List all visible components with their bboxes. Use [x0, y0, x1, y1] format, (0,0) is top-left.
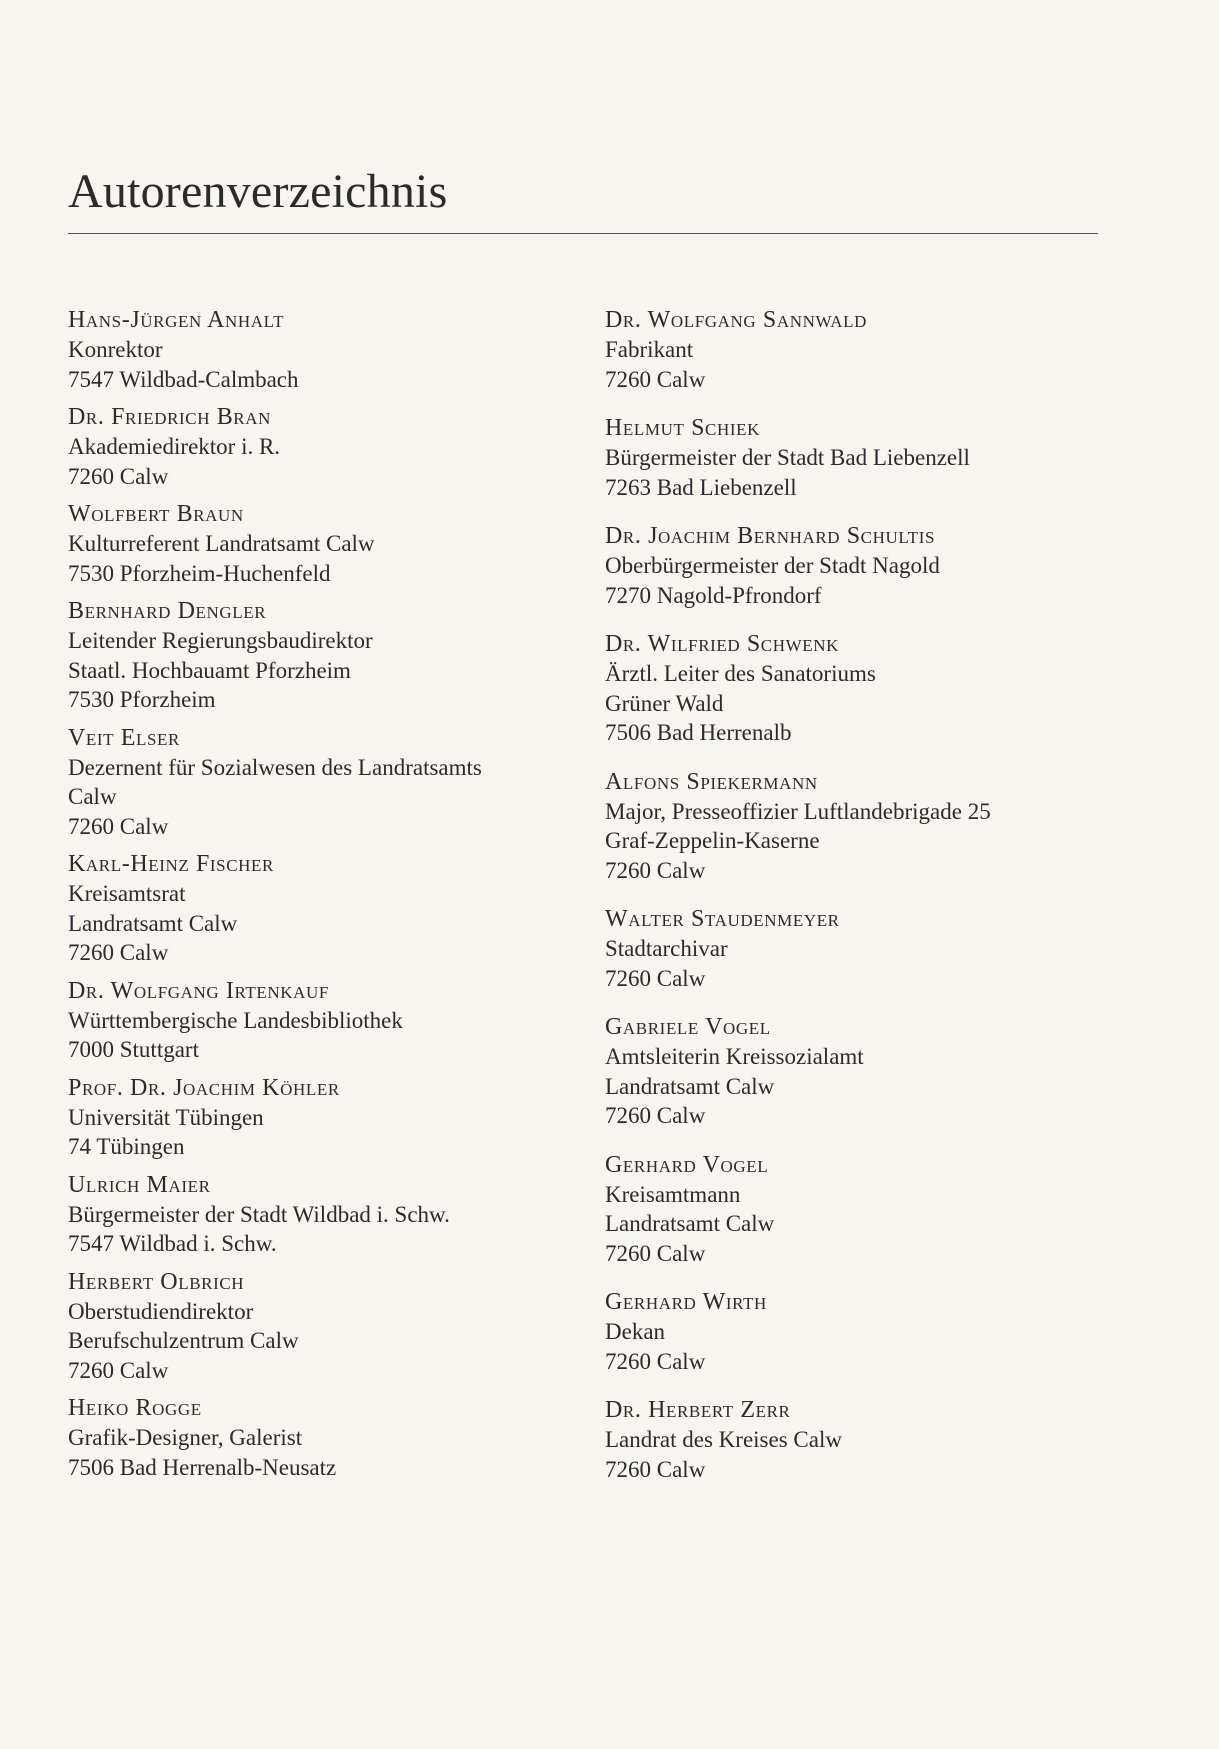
author-detail-line: 7547 Wildbad i. Schw. [68, 1231, 277, 1256]
author-detail-line: Akademiedirektor i. R. [68, 434, 281, 459]
author-entry [68, 403, 588, 491]
author-detail-line: Kreisamtmann [605, 1181, 741, 1207]
author-detail-line: Landratsamt Calw [605, 1211, 775, 1236]
author-name: Dr. Friedrich Bran [68, 404, 271, 430]
author-detail-line: 7260 Calw [605, 857, 706, 883]
author-detail-line: 7270 Nagold-Pfrondorf [605, 582, 822, 608]
author-detail-line: 7260 Calw [605, 366, 706, 392]
author-entry [605, 905, 1125, 993]
author-name: Dr. Joachim Bernhard Schultis [605, 523, 936, 549]
author-name: Gerhard Wirth [605, 1289, 767, 1315]
author-detail-line: Landratsamt Calw [605, 1073, 775, 1099]
author-name: Helmut Schiek [605, 415, 760, 441]
author-entry [68, 1268, 588, 1386]
author-detail-line: Universität Tübingen [68, 1104, 264, 1130]
author-name: Dr. Wolfgang Irtenkauf [68, 977, 329, 1004]
author-detail-line: 7000 Stuttgart [68, 1037, 199, 1062]
author-entry [605, 768, 1125, 886]
author-entry [68, 306, 588, 394]
author-detail-line: Dezernent für Sozialwesen des Landratsamts [68, 754, 482, 780]
author-detail-line: Konrektor [68, 337, 163, 362]
author-entry [68, 1074, 588, 1162]
author-detail-line: Bürgermeister der Stadt Bad Liebenzell [605, 445, 970, 470]
author-detail-line: Oberbürgermeister der Stadt Nagold [605, 553, 940, 578]
author-detail-line: 7260 Calw [605, 1348, 706, 1374]
author-name: Herbert Olbrich [68, 1268, 245, 1295]
author-detail-line: Amtsleiterin Kreissozialamt [605, 1044, 864, 1069]
author-detail-line: Berufschulzentrum Calw [68, 1328, 299, 1353]
author-detail-line: 74 Tübingen [68, 1134, 185, 1159]
author-name: Alfons Spiekermann [605, 768, 818, 795]
author-name: Bernhard Dengler [68, 598, 267, 624]
author-detail-line: Calw [68, 784, 117, 809]
author-detail-line: 7530 Pforzheim [68, 687, 216, 712]
author-detail-line: 7506 Bad Herrenalb [605, 720, 792, 745]
author-name: Veit Elser [68, 724, 180, 751]
author-entry [605, 414, 1125, 502]
author-detail-line: Bürgermeister der Stadt Wildbad i. Schw. [68, 1201, 450, 1227]
author-entry [68, 597, 588, 715]
author-name: Ulrich Maier [68, 1171, 211, 1198]
author-detail-line: Grafik-Designer, Galerist [68, 1425, 303, 1450]
author-detail-line: Kreisamtsrat [68, 881, 186, 906]
author-entry [605, 306, 1125, 394]
author-entry [605, 1396, 1125, 1484]
author-entry [68, 724, 588, 842]
author-name: Heiko Rogge [68, 1395, 202, 1421]
author-detail-line: 7260 Calw [605, 1240, 706, 1266]
author-name: Dr. Wolfgang Sannwald [605, 307, 867, 333]
author-entry [68, 850, 588, 968]
author-name: Prof. Dr. Joachim Köhler [68, 1074, 340, 1101]
author-entry [68, 1394, 588, 1482]
author-detail-line: 7260 Calw [68, 813, 169, 839]
author-detail-line: 7263 Bad Liebenzell [605, 474, 797, 500]
author-detail-line: Dekan [605, 1319, 666, 1344]
author-entry [605, 1288, 1125, 1376]
author-name: Gerhard Vogel [605, 1151, 769, 1178]
author-detail-line: Landratsamt Calw [68, 910, 238, 936]
author-entry [68, 977, 588, 1065]
author-detail-line: Grüner Wald [605, 690, 724, 716]
author-name: Gabriele Vogel [605, 1014, 771, 1040]
author-detail-line: Landrat des Kreises Calw [605, 1427, 842, 1452]
author-detail-line: 7506 Bad Herrenalb-Neusatz [68, 1454, 337, 1480]
author-detail-line: Oberstudiendirektor [68, 1298, 254, 1324]
author-column-left [68, 306, 588, 1491]
author-detail-line: Leitender Regierungsbaudirektor [68, 628, 373, 653]
author-detail-line: Graf-Zeppelin-Kaserne [605, 828, 820, 853]
author-entry [605, 1013, 1125, 1131]
title-rule [68, 233, 1098, 234]
author-detail-line: Stadtarchivar [605, 936, 728, 961]
author-detail-line: 7547 Wildbad-Calmbach [68, 366, 299, 392]
author-entry [68, 500, 588, 588]
author-entry [605, 1151, 1125, 1269]
author-entry [605, 522, 1125, 610]
author-name: Karl-Heinz Fischer [68, 851, 274, 877]
author-name: Hans-Jürgen Anhalt [68, 307, 285, 333]
author-detail-line: 7260 Calw [68, 463, 169, 489]
author-detail-line: 7260 Calw [605, 1103, 706, 1128]
author-detail-line: 7260 Calw [68, 1357, 169, 1383]
author-name: Dr. Herbert Zerr [605, 1397, 791, 1423]
author-detail-line: 7260 Calw [605, 1456, 706, 1482]
author-name: Walter Staudenmeyer [605, 906, 840, 932]
author-entry [68, 1171, 588, 1259]
author-detail-line: Major, Presseoffizier Luftlandebrigade 25 [605, 798, 991, 824]
author-detail-line: 7260 Calw [68, 940, 169, 965]
author-detail-line: Fabrikant [605, 337, 694, 362]
page-title: Autorenverzeichnis [68, 165, 448, 218]
author-detail-line: 7530 Pforzheim-Huchenfeld [68, 560, 331, 586]
author-detail-line: 7260 Calw [605, 965, 706, 991]
author-column-right [605, 306, 1125, 1504]
author-detail-line: Staatl. Hochbauamt Pforzheim [68, 657, 351, 683]
author-entry [605, 630, 1125, 748]
author-name: Dr. Wilfried Schwenk [605, 631, 839, 657]
author-name: Wolfbert Braun [68, 501, 244, 527]
author-detail-line: Württembergische Landesbibliothek [68, 1007, 403, 1033]
author-detail-line: Kulturreferent Landratsamt Calw [68, 531, 375, 556]
author-detail-line: Ärztl. Leiter des Sanatoriums [605, 661, 876, 686]
